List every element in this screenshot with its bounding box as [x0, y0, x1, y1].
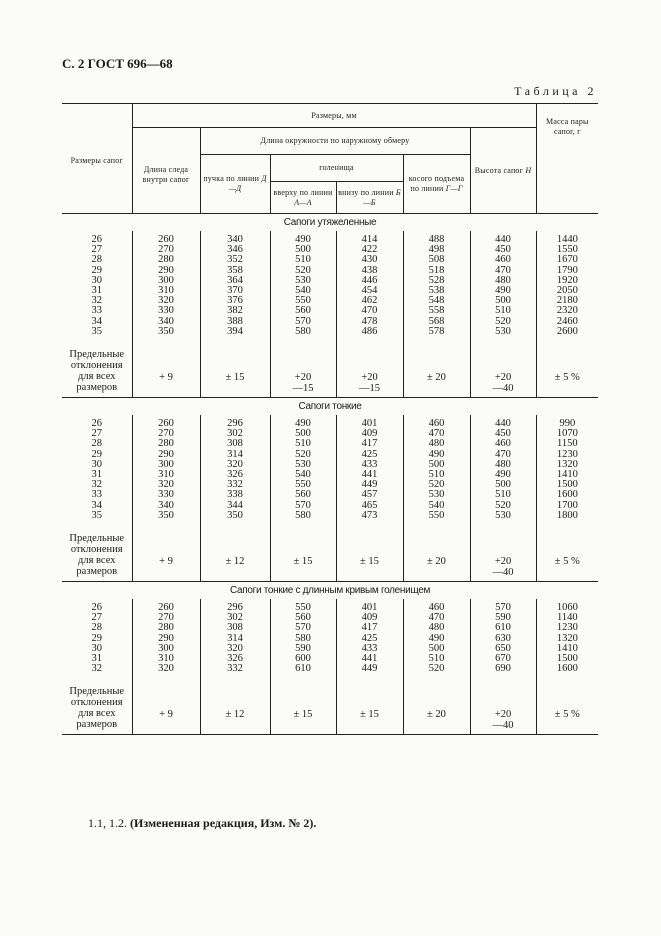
table-cell: 1150	[536, 439, 598, 449]
table-row	[62, 296, 598, 306]
table-cell: 1600	[536, 490, 598, 500]
section-title-row	[62, 398, 598, 416]
table-cell: 260	[132, 599, 200, 613]
table-cell: 34	[91, 315, 102, 327]
table-cell: 590	[470, 613, 536, 623]
table-cell: 1070	[536, 429, 598, 439]
table-cell: 480	[470, 460, 536, 470]
table-cell: 33	[91, 305, 102, 317]
table-cell: 27	[91, 612, 102, 624]
table-cell: 35	[91, 325, 102, 337]
tolerance-cell: +20 —40	[470, 337, 536, 398]
table-cell: 490	[470, 286, 536, 296]
table-cell: 520	[270, 266, 336, 276]
table-cell: 500	[403, 460, 470, 470]
tolerance-label: Предельные отклонения для всех размеров	[69, 349, 125, 394]
tolerance-cell: ± 5 %	[536, 674, 598, 735]
table-cell: 1800	[536, 511, 598, 521]
table-cell: 473	[336, 511, 403, 521]
table-cell: 500	[270, 429, 336, 439]
table-cell: 650	[470, 644, 536, 654]
table-cell: 433	[336, 644, 403, 654]
table-cell: 1230	[536, 623, 598, 633]
table-cell: 530	[470, 511, 536, 521]
table-cell: 300	[132, 276, 200, 286]
table-cell: 520	[470, 501, 536, 511]
table-cell: 488	[403, 231, 470, 245]
table-row	[62, 276, 598, 286]
table-cell: 430	[336, 255, 403, 265]
table-cell: 550	[270, 480, 336, 490]
table-cell: 450	[470, 429, 536, 439]
table-cell: 441	[336, 470, 403, 480]
table-cell: 29	[91, 448, 102, 460]
table-row	[62, 664, 598, 674]
table-cell: 310	[132, 470, 200, 480]
table-cell: 310	[132, 286, 200, 296]
table-cell: 280	[132, 439, 200, 449]
tolerance-cell: ± 5 %	[536, 337, 598, 398]
table-cell: 2320	[536, 306, 598, 316]
table-cell: 302	[200, 613, 270, 623]
table-cell: 31	[91, 653, 102, 665]
table-cell: 382	[200, 306, 270, 316]
table-cell: 425	[336, 450, 403, 460]
table-cell: 296	[200, 599, 270, 613]
table-cell: 610	[270, 664, 336, 674]
table-cell: 32	[91, 479, 102, 491]
table-cell: 300	[132, 460, 200, 470]
table-cell: 326	[200, 470, 270, 480]
table-cell: 414	[336, 231, 403, 245]
table-cell: 1440	[536, 231, 598, 245]
table-cell: 460	[403, 415, 470, 429]
table-cell: 31	[91, 285, 102, 297]
table-cell: 578	[403, 327, 470, 337]
section-title-row	[62, 214, 598, 232]
table-cell: 280	[132, 255, 200, 265]
table-row	[62, 266, 598, 276]
table-cell: 518	[403, 266, 470, 276]
col-shaft-top-header: вверху по линии А—А	[270, 182, 336, 214]
table-cell: 332	[200, 480, 270, 490]
table-cell: 570	[470, 599, 536, 613]
table-cell: 320	[132, 296, 200, 306]
col-height-label: Высота сапог Н	[474, 165, 532, 175]
table-cell: 540	[403, 501, 470, 511]
table-cell: 530	[270, 460, 336, 470]
table-cell: 990	[536, 415, 598, 429]
table-cell: 520	[403, 664, 470, 674]
table-cell: 290	[132, 266, 200, 276]
table-cell: 498	[403, 245, 470, 255]
tolerance-cell: ± 15	[270, 674, 336, 735]
table-cell: 538	[403, 286, 470, 296]
table-cell: 478	[336, 317, 403, 327]
table-cell: 1920	[536, 276, 598, 286]
table-cell: 344	[200, 501, 270, 511]
tolerance-cell: ± 20	[403, 337, 470, 398]
table-cell: 330	[132, 490, 200, 500]
table-cell: 350	[200, 511, 270, 521]
table-cell: 528	[403, 276, 470, 286]
table-cell: 340	[132, 317, 200, 327]
table-cell: 600	[270, 654, 336, 664]
table-cell: 30	[91, 274, 102, 286]
table-cell: 438	[336, 266, 403, 276]
col-shaft-bottom-header: внизу по линии Б—Б	[336, 182, 403, 214]
table-cell: 28	[91, 438, 102, 450]
col-height-header	[470, 128, 536, 214]
table-cell: 338	[200, 490, 270, 500]
tolerance-cell: +20 —40	[470, 521, 536, 582]
tolerance-cell: + 9	[132, 521, 200, 582]
tolerance-label: Предельные отклонения для всех размеров	[62, 674, 132, 735]
table-cell: 470	[470, 266, 536, 276]
table-row	[62, 490, 598, 500]
table-cell: 550	[270, 599, 336, 613]
table-cell: 364	[200, 276, 270, 286]
table-row	[62, 231, 598, 245]
table-cell: 465	[336, 501, 403, 511]
table-cell: 350	[132, 511, 200, 521]
table-cell: 401	[336, 415, 403, 429]
table-cell: 460	[403, 599, 470, 613]
tolerance-cell: ± 15	[270, 521, 336, 582]
table-cell: 358	[200, 266, 270, 276]
table-cell: 486	[336, 327, 403, 337]
table-cell: 548	[403, 296, 470, 306]
table-row	[62, 470, 598, 480]
table-row	[62, 286, 598, 296]
table-row	[62, 245, 598, 255]
table-cell: 35	[91, 509, 102, 521]
table-cell: 1550	[536, 245, 598, 255]
table-label: Таблица 2	[514, 84, 597, 98]
table-row	[62, 306, 598, 316]
col-trace-length-header: Длина следа внутри сапог	[132, 128, 200, 214]
table-cell: 490	[470, 470, 536, 480]
table-cell: 520	[403, 480, 470, 490]
table-cell: 409	[336, 429, 403, 439]
table-cell: 449	[336, 480, 403, 490]
section-title-row	[62, 582, 598, 600]
table-cell: 480	[403, 623, 470, 633]
table-cell: 370	[200, 286, 270, 296]
table-cell: 308	[200, 623, 270, 633]
tolerance-row	[62, 674, 598, 735]
dimensions-group-header: Размеры, мм	[132, 104, 536, 128]
table-cell: 30	[91, 642, 102, 654]
table-row	[62, 460, 598, 470]
table-cell: 290	[132, 634, 200, 644]
table-cell: 33	[91, 489, 102, 501]
table-cell: 280	[132, 623, 200, 633]
table-row	[62, 511, 598, 521]
table-cell: 610	[470, 623, 536, 633]
table-cell: 570	[270, 623, 336, 633]
table-cell: 462	[336, 296, 403, 306]
table-cell: 340	[132, 501, 200, 511]
table-cell: 580	[270, 634, 336, 644]
table-cell: 490	[403, 634, 470, 644]
table-cell: 409	[336, 613, 403, 623]
table-cell: 440	[470, 415, 536, 429]
table-cell: 302	[200, 429, 270, 439]
table-cell: 510	[403, 654, 470, 664]
table-cell: 1410	[536, 470, 598, 480]
table-cell: 32	[91, 663, 102, 675]
table-cell: 470	[403, 613, 470, 623]
section-title: Сапоги утяжеленные	[62, 214, 598, 232]
table-cell: 540	[270, 286, 336, 296]
footer-amendment: (Измененная редакция, Изм. № 2).	[130, 816, 317, 830]
table-cell: 320	[132, 480, 200, 490]
table-cell: 568	[403, 317, 470, 327]
table-cell: 510	[270, 255, 336, 265]
table-cell: 332	[200, 664, 270, 674]
table-cell: 330	[132, 306, 200, 316]
table-cell: 433	[336, 460, 403, 470]
tolerance-cell: ± 15	[200, 337, 270, 398]
table-cell: 460	[470, 255, 536, 265]
tolerance-cell: + 9	[132, 674, 200, 735]
table-cell: 417	[336, 623, 403, 633]
table-cell: 560	[270, 613, 336, 623]
table-cell: 580	[270, 327, 336, 337]
table-cell: 320	[200, 644, 270, 654]
table-cell: 31	[91, 469, 102, 481]
table-cell: 500	[270, 245, 336, 255]
table-cell: 558	[403, 306, 470, 316]
tolerance-cell: ± 20	[403, 674, 470, 735]
table-cell: 560	[270, 490, 336, 500]
table-cell: 508	[403, 255, 470, 265]
section-title: Сапоги тонкие	[62, 398, 598, 416]
table-cell: 26	[91, 418, 102, 430]
tolerance-cell: +20 —40	[470, 674, 536, 735]
table-row	[62, 327, 598, 337]
table-cell: 270	[132, 429, 200, 439]
col-mass-header: Масса пары сапог, г	[536, 104, 598, 214]
table-cell: 500	[403, 644, 470, 654]
table-cell: 440	[470, 231, 536, 245]
table-cell: 1790	[536, 266, 598, 276]
table-row	[62, 613, 598, 623]
table-cell: 296	[200, 415, 270, 429]
shaft-group-header: голенища	[270, 155, 403, 182]
table-cell: 510	[270, 439, 336, 449]
table-cell: 500	[470, 480, 536, 490]
table-cell: 2460	[536, 317, 598, 327]
table-cell: 1320	[536, 634, 598, 644]
table-cell: 454	[336, 286, 403, 296]
tolerance-cell: ± 12	[200, 521, 270, 582]
table-cell: 580	[270, 511, 336, 521]
table-cell: 470	[336, 306, 403, 316]
table-cell: 500	[470, 296, 536, 306]
table-row	[62, 255, 598, 265]
table-cell: 446	[336, 276, 403, 286]
table-cell: 1140	[536, 613, 598, 623]
table-cell: 270	[132, 245, 200, 255]
table-cell: 2600	[536, 327, 598, 337]
table-cell: 1700	[536, 501, 598, 511]
table-cell: 630	[470, 634, 536, 644]
table-cell: 352	[200, 255, 270, 265]
table-cell: 29	[91, 632, 102, 644]
table-cell: 27	[91, 244, 102, 256]
table-cell: 394	[200, 327, 270, 337]
table-row	[62, 623, 598, 633]
tolerance-cell: + 9	[132, 337, 200, 398]
table-cell: 530	[403, 490, 470, 500]
table-cell: 425	[336, 634, 403, 644]
table-cell: 570	[270, 501, 336, 511]
circumference-group-header: Длина окружности по наружному обмеру	[200, 128, 470, 155]
tolerance-cell: ± 15	[336, 674, 403, 735]
table-cell: 28	[91, 254, 102, 266]
table-cell: 308	[200, 439, 270, 449]
table-row	[62, 634, 598, 644]
table-cell: 346	[200, 245, 270, 255]
table-cell: 340	[200, 231, 270, 245]
table-cell: 28	[91, 622, 102, 634]
table-cell: 26	[91, 602, 102, 614]
table-cell: 320	[132, 664, 200, 674]
table-row	[62, 439, 598, 449]
table-cell: 388	[200, 317, 270, 327]
table-row	[62, 644, 598, 654]
table-cell: 260	[132, 415, 200, 429]
table-cell: 1410	[536, 644, 598, 654]
table-cell: 560	[270, 306, 336, 316]
table-cell: 550	[270, 296, 336, 306]
table-cell: 326	[200, 654, 270, 664]
table-cell: 34	[91, 499, 102, 511]
table-cell: 26	[91, 234, 102, 245]
table-cell: 376	[200, 296, 270, 306]
col-oblique-lift-header: косого подъема по линии Г—Г	[403, 155, 470, 214]
table-cell: 510	[403, 470, 470, 480]
table-cell: 290	[132, 450, 200, 460]
table-cell: 530	[470, 327, 536, 337]
table-cell: 27	[91, 428, 102, 440]
table-cell: 470	[470, 450, 536, 460]
table-cell: 449	[336, 664, 403, 674]
table-cell: 550	[403, 511, 470, 521]
col-size-header: Размеры сапог	[62, 104, 132, 214]
table-cell: 350	[132, 327, 200, 337]
table-cell: 480	[470, 276, 536, 286]
table-cell: 401	[336, 599, 403, 613]
table-cell: 457	[336, 490, 403, 500]
table-row	[62, 654, 598, 664]
sizes-table	[62, 103, 598, 735]
table-cell: 1230	[536, 450, 598, 460]
table-row	[62, 415, 598, 429]
footer-note	[88, 816, 316, 831]
table-cell: 2180	[536, 296, 598, 306]
table-row	[62, 450, 598, 460]
table-cell: 422	[336, 245, 403, 255]
table-cell: 590	[270, 644, 336, 654]
table-cell: 470	[403, 429, 470, 439]
tolerance-cell: +20 —15	[336, 337, 403, 398]
table-cell: 460	[470, 439, 536, 449]
table-cell: 30	[91, 458, 102, 470]
table-cell: 490	[270, 231, 336, 245]
tolerance-row	[62, 521, 598, 582]
section-title: Сапоги тонкие с длинным кривым голенищем	[62, 582, 598, 600]
table-row	[62, 501, 598, 511]
table-cell: 670	[470, 654, 536, 664]
footer-prefix: 1.1, 1.2.	[88, 816, 127, 830]
table-cell: 314	[200, 634, 270, 644]
table-cell: 490	[403, 450, 470, 460]
table-cell: 1600	[536, 664, 598, 674]
table-cell: 314	[200, 450, 270, 460]
table-row	[62, 317, 598, 327]
table-cell: 530	[270, 276, 336, 286]
table-cell: 490	[270, 415, 336, 429]
table-row	[62, 599, 598, 613]
table-cell: 1500	[536, 654, 598, 664]
tolerance-cell: ± 20	[403, 521, 470, 582]
table-cell: 510	[470, 490, 536, 500]
table-cell: 270	[132, 613, 200, 623]
tolerance-row	[62, 337, 598, 398]
table-row	[62, 429, 598, 439]
table-cell: 450	[470, 245, 536, 255]
table-cell: 1060	[536, 599, 598, 613]
table-cell: 570	[270, 317, 336, 327]
table-cell: 29	[91, 264, 102, 276]
table-cell: 1670	[536, 255, 598, 265]
table-cell: 2050	[536, 286, 598, 296]
tolerance-cell: +20 —15	[270, 337, 336, 398]
tolerance-cell: ± 15	[336, 521, 403, 582]
table-cell: 300	[132, 644, 200, 654]
table-cell: 520	[270, 450, 336, 460]
table-cell: 441	[336, 654, 403, 664]
table-cell: 260	[132, 231, 200, 245]
table-cell: 540	[270, 470, 336, 480]
tolerance-cell: ± 12	[200, 674, 270, 735]
table-cell: 310	[132, 654, 200, 664]
table-cell: 690	[470, 664, 536, 674]
table-cell: 417	[336, 439, 403, 449]
col-bunch-header: пучка по линии Д—Д	[200, 155, 270, 214]
table-cell: 320	[200, 460, 270, 470]
page-header: С. 2 ГОСТ 696—68	[62, 56, 173, 71]
table-cell: 480	[403, 439, 470, 449]
table-row	[62, 480, 598, 490]
table-cell: 510	[470, 306, 536, 316]
table-cell: 32	[91, 295, 102, 307]
table-cell: 520	[470, 317, 536, 327]
table-cell: 1500	[536, 480, 598, 490]
table-cell: 1320	[536, 460, 598, 470]
tolerance-label: Предельные отклонения для всех размеров	[69, 533, 125, 578]
tolerance-cell: ± 5 %	[536, 521, 598, 582]
